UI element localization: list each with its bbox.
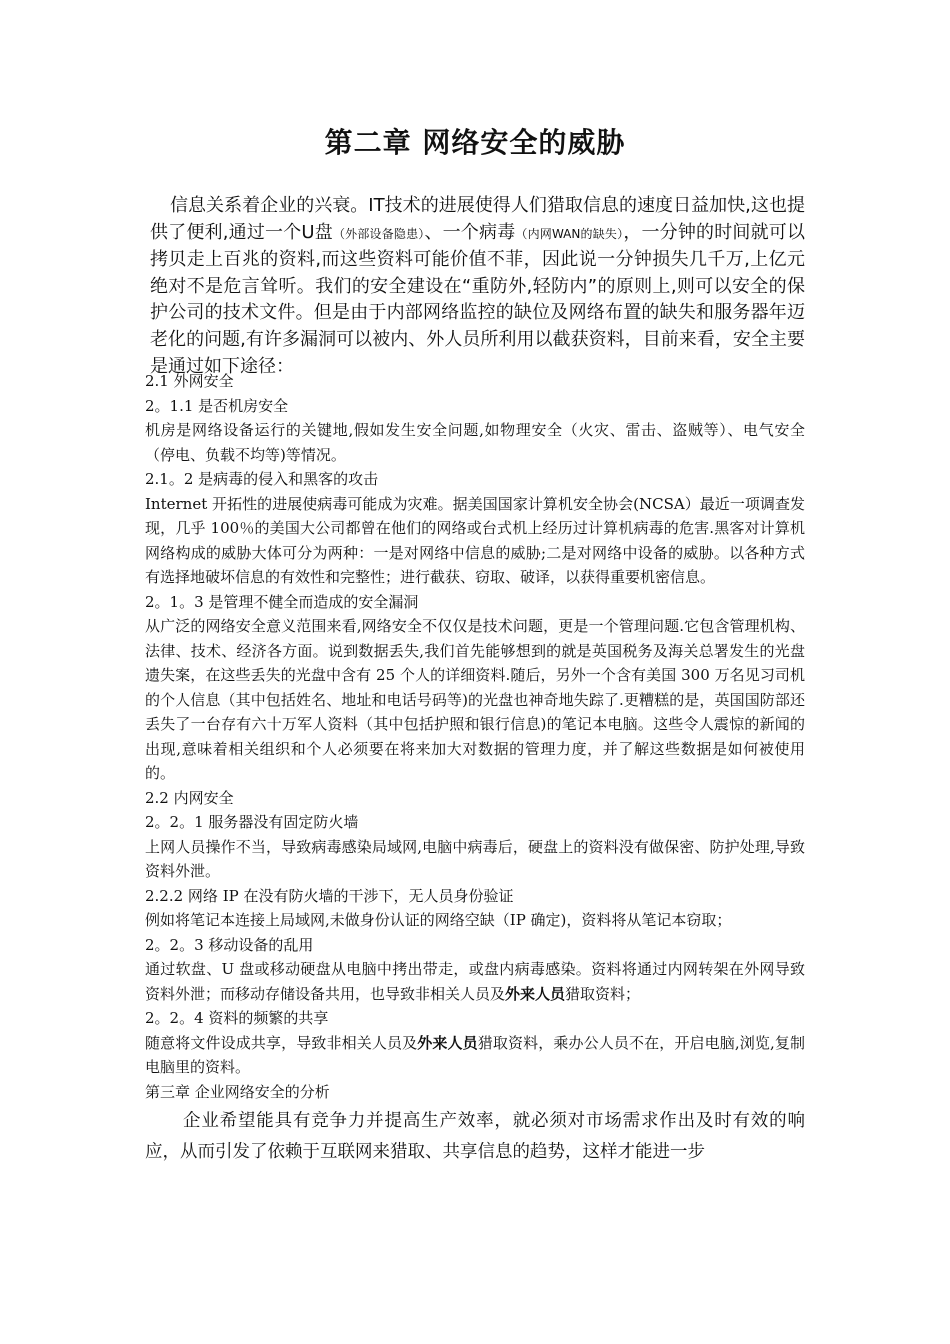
paragraph-2-2-4-text-b: 猎取资料，乘办公人员不在，开启电脑,浏览,复制电脑里的资料。 [145,1033,805,1076]
heading-2-2-3: 2。2。3 移动设备的乱用 [145,935,314,954]
heading-2-1: 2.1 外网安全 [145,372,234,390]
intro-text-3: ，一分钟的时间就可以拷贝走上百兆的资料,而这些资料可能价值不菲，因此说一分钟损失几千万,上亿元绝对不是危言耸听。我们的安全建设在“重防外,轻防内”的原则上,则可以安全的保护公司的技术文件。但是由于内部网络监控的缺位及网络布置的缺失和服务器年迈老化的问题,有许多漏洞可以被内、外人员所利用以截获资料，目前来看，安全主要是通过如下途径： [150,221,805,377]
intro-note-2: （内网WAN的缺失） [515,226,624,241]
intro-text-2: 、一个病毒 [424,221,516,243]
heading-2-1-3: 2。1。3 是管理不健全而造成的安全漏洞 [145,592,419,611]
paragraph-2-1-2: Internet 开拓性的进展使病毒可能成为灾难。据美国国家计算机安全协会(NCSA）最近一项调查发现，几乎 100％的美国大公司都曾在他们的网络或台式机上经历过计算机病毒的危害.黑客对计算机网络构成的威胁大体可分为两种：一是对网络中信息的威胁;二是对网络中设备的威胁。以各种方式有选择地破坏信息的有效性和完整性；进行截获、窃取、破译，以获得重要机密信息。 [145,494,805,586]
heading-2-2: 2.2 内网安全 [145,788,234,807]
heading-2-1-2: 2.1。2 是病毒的侵入和黑客的攻击 [145,470,379,488]
document-body [145,369,805,1168]
paragraph-2-1-3: 从广泛的网络安全意义范围来看,网络安全不仅仅是技术问题，更是一个管理问题.它包含管理机构、法律、技术、经济各方面。说到数据丢失,我们首先能够想到的就是英国税务及海关总署发生的光盘遗失案，在这些丢失的光盘中含有 25 个人的详细资料.随后，另外一个含有美国 300 万名见习司机的个人信息（其中包括姓名、地址和电话号码等)的光盘也神奇地失踪了.更糟糕的是，英国国防部还丢失了一台存有六十万军人资料（其中包括护照和银行信息)的笔记本电脑。这些令人震惊的新闻的出现,意味着相关组织和个人必须要在将来加大对数据的管理力度，并了解这些数据是如何被使用的。 [145,617,805,782]
chapter-3-paragraph: 企业希望能具有竞争力并提高生产效率，就必须对市场需求作出及时有效的响应，从而引发了依赖于互联网来猎取、共享信息的趋势，这样才能进一步 [145,1111,805,1162]
paragraph-2-1-1: 机房是网络设备运行的关键地,假如发生安全问题,如物理安全（火灾、雷击、盗贼等）、电气安全（停电、负载不均等)等情况。 [145,421,805,464]
chapter-3-heading: 第三章 企业网络安全的分析 [145,1082,330,1101]
intro-text-1: 信息关系着企业的兴衰。IT技术的进展使得人们猎取信息的速度日益加快,这也提供了便利,通过一个U盘 [150,195,805,243]
heading-2-2-1: 2。2。1 服务器没有固定防火墙 [145,813,359,831]
paragraph-2-2-1: 上网人员操作不当，导致病毒感染局域网,电脑中病毒后，硬盘上的资料没有做保密、防护处理,导致资料外泄。 [145,837,805,880]
paragraph-2-2-3-text-a: 通过软盘、U 盘或移动硬盘从电脑中拷出带走，或盘内病毒感染。资料将通过内网转架在外网导致资料外泄；而移动存储设备共用，也导致非相关人员及 [145,960,805,1003]
heading-2-2-4: 2。2。4 资料的频繁的共享 [145,1009,329,1027]
paragraph-2-2-3 [145,957,805,1006]
intro-paragraph [150,193,805,380]
heading-2-1-1: 2。1.1 是否机房安全 [145,396,289,415]
paragraph-2-2-3-text-b: 猎取资料； [565,984,641,1003]
paragraph-2-2-4-bold: 外来人员 [417,1033,478,1052]
paragraph-2-2-3-bold: 外来人员 [505,984,566,1003]
chapter-title: 第二章 网络安全的威胁 [324,126,626,159]
paragraph-2-2-4 [145,1031,805,1080]
heading-2-2-2: 2.2.2 网络 IP 在没有防火墙的干涉下，无人员身份验证 [145,886,514,905]
intro-note-1: （外部设备隐患） [332,226,425,241]
paragraph-2-2-2: 例如将笔记本连接上局域网,未做身份认证的网络空缺（IP 确定)，资料将从笔记本窃取； [145,911,732,929]
paragraph-2-2-4-text-a: 随意将文件设成共享，导致非相关人员及 [145,1033,418,1052]
